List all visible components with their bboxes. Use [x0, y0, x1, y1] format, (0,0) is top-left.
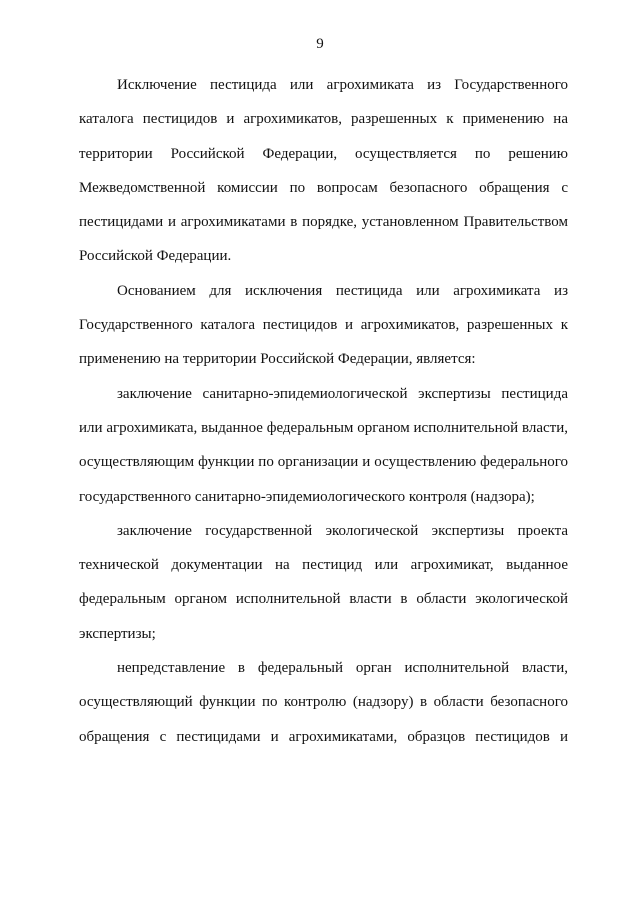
paragraph-sanitary-expertise: заключение санитарно-эпидемиологической экспертизы пестицида или агрохимиката, выданное федеральным органом исполнительной власти, осуществляющим функции по организации и осуществлению федерального государственного санитарно-эпидемиологического контроля (надзора);	[79, 385, 568, 505]
paragraph-exclusion-grounds: Основанием для исключения пестицида или агрохимиката из Государственного каталога пестицидов и агрохимикатов, разрешенных к применению на территории Российской Федерации, является:	[79, 282, 568, 368]
document-body	[79, 68, 568, 754]
page-number: 9	[316, 36, 324, 52]
paragraph-samples-nonsubmission: непредставление в федеральный орган исполнительной власти, осуществляющий функции по контролю (надзору) в области безопасного обращения с пестицидами и агрохимикатами, образцов пестицидов и	[79, 660, 568, 745]
paragraph-ecological-expertise: заключение государственной экологической экспертизы проекта технической документации на пестицид или агрохимикат, выданное федеральным органом исполнительной власти в области экологической экспертизы;	[79, 522, 568, 642]
paragraph-exclusion-procedure: Исключение пестицида или агрохимиката из Государственного каталога пестицидов и агрохимикатов, разрешенных к применению на территории Российской Федерации, осуществляется по решению Межведомственной комиссии по вопросам безопасного обращения с пестицидами и агрохимикатами в порядке, установленном Правительством Российской Федерации.	[79, 77, 568, 265]
